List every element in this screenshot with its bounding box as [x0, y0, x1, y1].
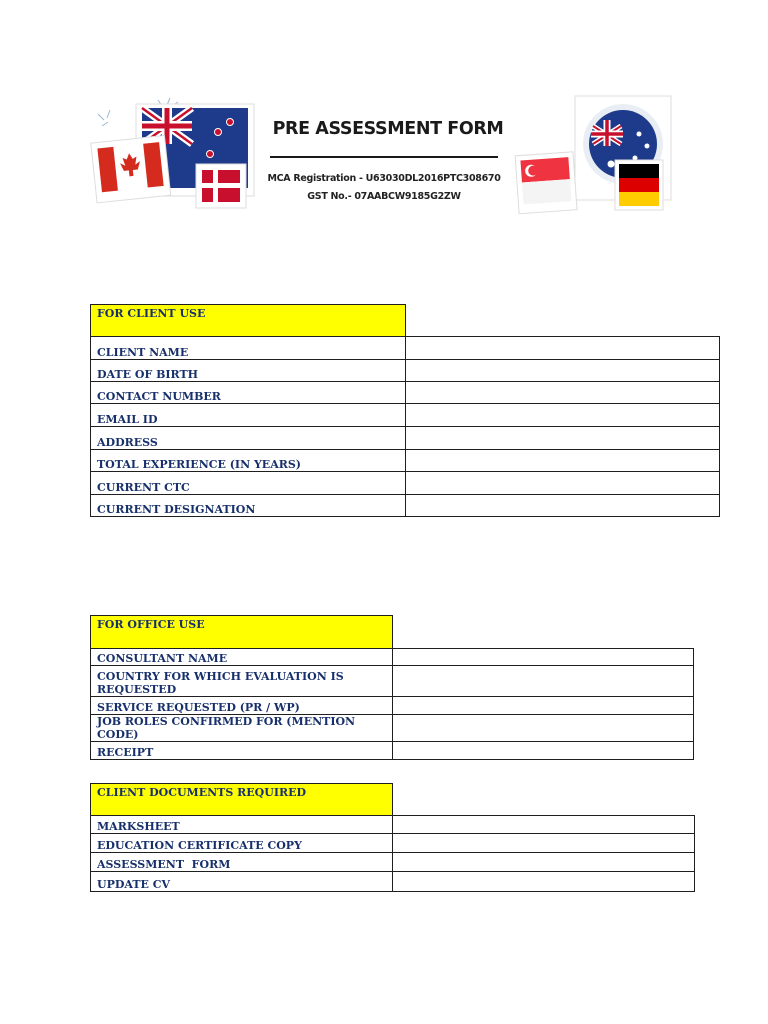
table-row	[91, 382, 720, 404]
consultant-name-label: CONSULTANT NAME	[91, 649, 393, 666]
marksheet-field[interactable]	[393, 816, 695, 834]
client-documents-table	[90, 783, 695, 892]
table-row	[91, 853, 695, 872]
client-name-label: CLIENT NAME	[91, 337, 406, 360]
contact-number-label: CONTACT NUMBER	[91, 382, 406, 404]
section-heading-row	[91, 784, 695, 816]
evaluation-country-field[interactable]	[393, 666, 694, 697]
table-row	[91, 816, 695, 834]
office-use-section	[90, 615, 694, 760]
evaluation-country-label: COUNTRY FOR WHICH EVALUATION IS REQUESTED	[91, 666, 393, 697]
receipt-label: RECEIPT	[91, 742, 393, 760]
contact-number-field[interactable]	[406, 382, 720, 404]
table-row	[91, 472, 720, 495]
table-row	[91, 697, 694, 715]
table-row	[91, 649, 694, 666]
current-designation-field[interactable]	[406, 495, 720, 517]
mca-registration: MCA Registration - U63030DL2016PTC308670	[267, 173, 501, 184]
assessment-form-label: ASSESSMENT FORM	[91, 853, 393, 872]
title-underline	[270, 156, 498, 158]
table-row	[91, 666, 694, 697]
table-row	[91, 715, 694, 742]
table-row	[91, 834, 695, 853]
date-of-birth-label: DATE OF BIRTH	[91, 360, 406, 382]
address-field[interactable]	[406, 427, 720, 450]
date-of-birth-field[interactable]	[406, 360, 720, 382]
flags-right-illustration	[513, 92, 678, 222]
office-use-table	[90, 615, 694, 760]
current-ctc-label: CURRENT CTC	[91, 472, 406, 495]
table-row	[91, 495, 720, 517]
singapore-flag	[515, 152, 577, 214]
education-certificate-field[interactable]	[393, 834, 695, 853]
job-roles-label: JOB ROLES CONFIRMED FOR (MENTION CODE)	[91, 715, 393, 742]
germany-flag	[615, 160, 663, 210]
total-experience-label: TOTAL EXPERIENCE (IN YEARS)	[91, 450, 406, 472]
education-certificate-label: EDUCATION CERTIFICATE COPY	[91, 834, 393, 853]
section-heading-row	[91, 616, 694, 649]
email-id-label: EMAIL ID	[91, 404, 406, 427]
gst-number: GST No.- 07AABCW9185G2ZW	[307, 191, 461, 202]
consultant-name-field[interactable]	[393, 649, 694, 666]
section-heading-row	[91, 305, 720, 337]
table-row	[91, 427, 720, 450]
client-use-section	[90, 304, 720, 517]
form-header	[88, 92, 678, 224]
current-designation-label: CURRENT DESIGNATION	[91, 495, 406, 517]
update-cv-field[interactable]	[393, 872, 695, 892]
table-row	[91, 450, 720, 472]
client-use-heading: FOR CLIENT USE	[91, 305, 406, 337]
flags-left-illustration	[88, 92, 258, 222]
service-requested-field[interactable]	[393, 697, 694, 715]
service-requested-label: SERVICE REQUESTED (PR / WP)	[91, 697, 393, 715]
email-id-field[interactable]	[406, 404, 720, 427]
table-row	[91, 404, 720, 427]
client-use-table	[90, 304, 720, 517]
marksheet-label: MARKSHEET	[91, 816, 393, 834]
client-documents-section	[90, 783, 695, 892]
table-row	[91, 742, 694, 760]
total-experience-field[interactable]	[406, 450, 720, 472]
update-cv-label: UPDATE CV	[91, 872, 393, 892]
receipt-field[interactable]	[393, 742, 694, 760]
address-label: ADDRESS	[91, 427, 406, 450]
form-title: PRE ASSESSMENT FORM	[272, 119, 504, 139]
client-name-field[interactable]	[406, 337, 720, 360]
current-ctc-field[interactable]	[406, 472, 720, 495]
job-roles-field[interactable]	[393, 715, 694, 742]
client-documents-heading: CLIENT DOCUMENTS REQUIRED	[91, 784, 393, 816]
table-row	[91, 872, 695, 892]
table-row	[91, 337, 720, 360]
canada-flag	[91, 135, 171, 202]
assessment-form-field[interactable]	[393, 853, 695, 872]
office-use-heading: FOR OFFICE USE	[91, 616, 393, 649]
table-row	[91, 360, 720, 382]
